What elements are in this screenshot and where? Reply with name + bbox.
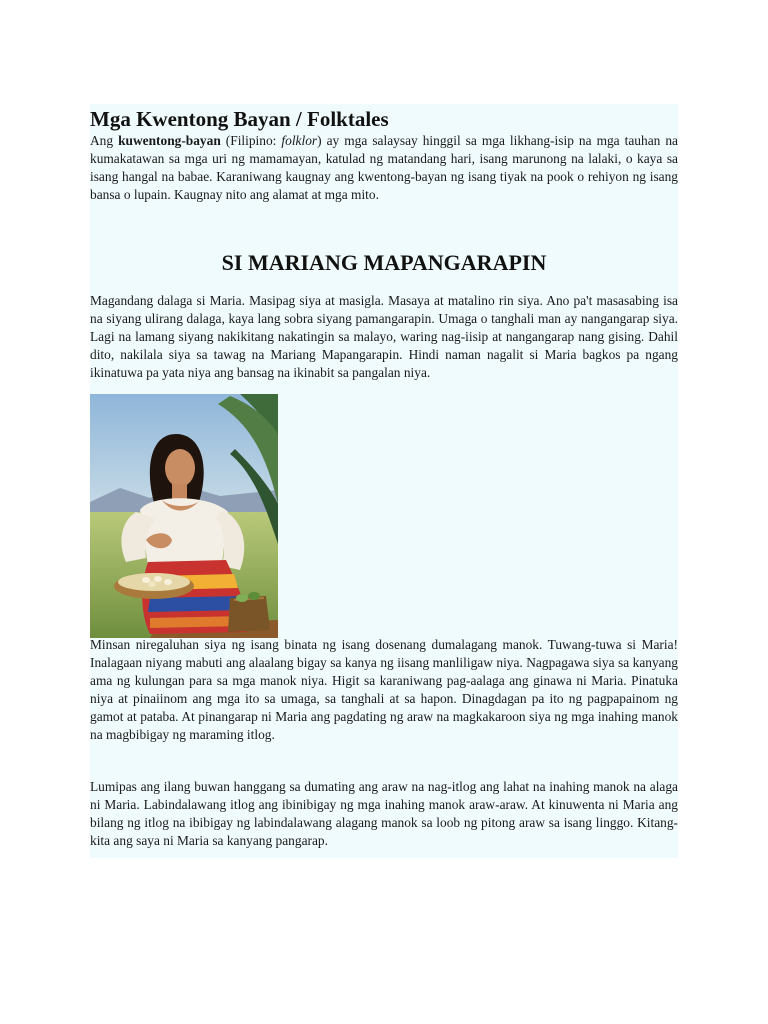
story-paragraph-1: Magandang dalaga si Maria. Masipag siya at masigla. Masaya at matalino rin siya. Ano pa't masasabing isa na siyang ulirang dalaga, kaya lang sobra siyang pamangarapin. Umaga o tanghali man ay nangangarap siya. Lagi na lamang siyang nakikitang nakatingin sa malayo, waring nag-iisip at nangangarap nang gising. Dahil dito, nakilala siya sa tawag na Mariang Mapangarapin. Hindi naman nagalit si Maria bagkos pa ngang ikinatuwa pa yata niya ang bansag na ikinabit sa pangalan niya. [90,293,678,380]
intro-paren: (Filipino: [220,133,282,148]
intro-term: kuwentong-bayan [118,133,221,148]
intro-paragraph [90,132,678,204]
story-paragraph-3: Lumipas ang ilang buwan hanggang sa dumating ang araw na nag-itlog ang lahat na inahing manok na alaga ni Maria. Labindalawang itlog ang ibinibigay ng mga inahing manok araw-araw. At kinuwenta ni Maria ang bilang ng itlog na ibibigay ng labindalawang alagang manok sa loob ng pitong araw sa isang linggo. Kitang-kita ang saya ni Maria sa kanyang pangarap. [90,779,678,848]
story-paragraph-2: Minsan niregaluhan siya ng isang binata ng isang dosenang dumalagang manok. Tuwang-tuwa si Maria! Inalagaan niyang mabuti ang alaalang bigay sa kanya ng iisang manliligaw niya. Nagpagawa siya sa kanyang ama ng kulungan para sa mga manok niya. Higit sa karaniwang pag-aalaga ang ginawa ni Maria. Pinatuka niya at pinaiinom ang mga ito sa umaga, sa tanghali at sa hapon. Dinagdagan pa ito ng pagpapainom ng gamot at pataba. At pinangarap ni Maria ang pagdating ng araw na magkakaroon siya ng mga inahing manok na magbibigay ng maraming itlog. [90,637,678,742]
maria-painting-illustration [90,394,278,638]
intro-lead: Ang [90,133,119,148]
section-heading: Mga Kwentong Bayan / Folktales [90,107,389,131]
intro-rest: ) ay mga salaysay hinggil sa mga likhang-isip na mga tauhan na kumakatawan sa mga uri ng mamamayan, katulad ng matandang hari, isang marunong na lalaki, o kaya sa isang hangal na babae. Karaniwang kaugnay ang kwentong-bayan ng isang tiyak na pook o rehiyon ng isang bansa o lupain. Kaugnay nito ang alamat at mga mito. [90,133,678,202]
intro-term-italic: folklor [281,133,318,148]
document-body [90,104,678,858]
story-title: SI MARIANG MAPANGARAPIN [221,250,547,275]
